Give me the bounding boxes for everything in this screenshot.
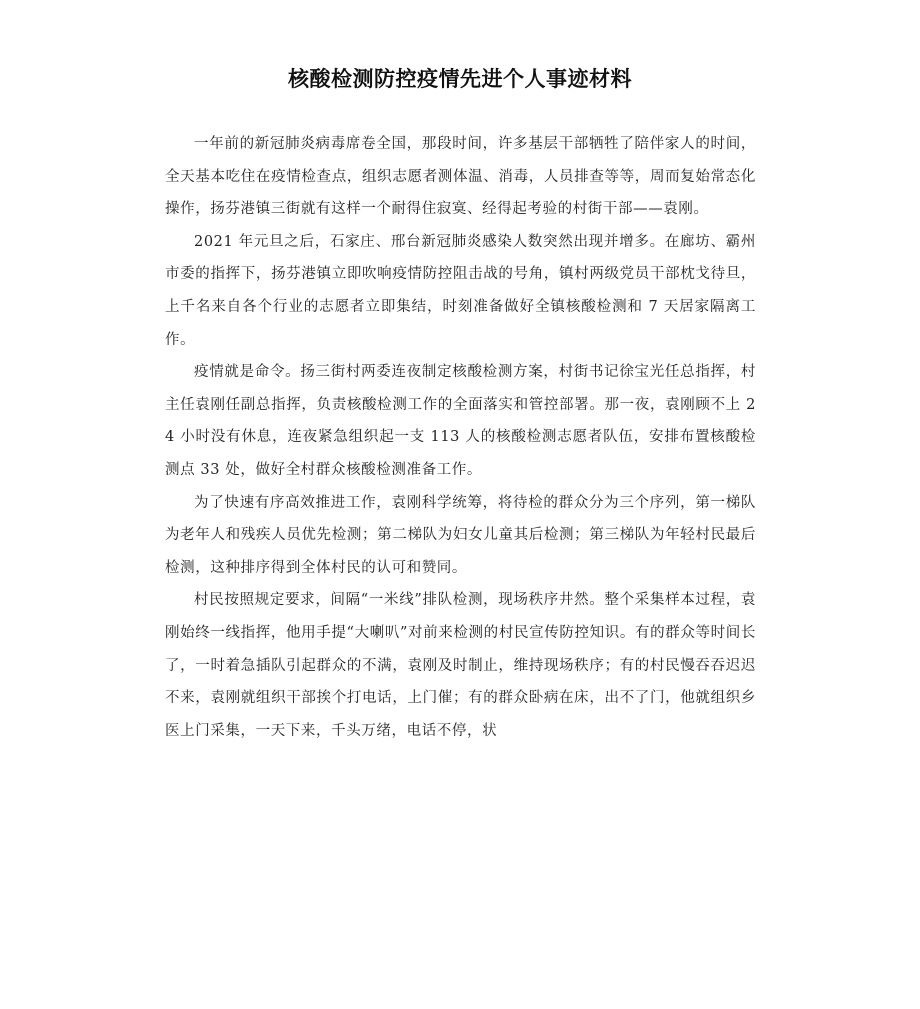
- paragraph-2: 2021 年元旦之后，石家庄、邢台新冠肺炎感染人数突然出现并增多。在廊坊、霸州市委的指挥下，扬芬港镇立即吹响疫情防控阻击战的号角，镇村两级党员干部枕戈待旦，上千名来自各个行业的志愿者立即集结，时刻准备做好全镇核酸检测和 7 天居家隔离工作。: [165, 233, 756, 348]
- paragraph-4: 为了快速有序高效推进工作，袁刚科学统筹，将待检的群众分为三个序列，第一梯队为老年人和残疾人员优先检测；第二梯队为妇女儿童其后检测；第三梯队为年轻村民最后检测，这种排序得到全体村民的认可和赞同。: [165, 494, 756, 576]
- document-body: [165, 128, 756, 747]
- paragraph-5: 村民按照规定要求，间隔“一米线”排队检测，现场秩序井然。整个采集样本过程，袁刚始终一线指挥，他用手提“大喇叭”对前来检测的村民宣传防控知识。有的群众等时间长了，一时着急插队引起群众的不满，袁刚及时制止，维持现场秩序；有的村民慢吞吞迟迟不来，袁刚就组织干部挨个打电话，上门催；有的群众卧病在床，出不了门，他就组织乡医上门采集，一天下来，千头万绪，电话不停，状: [165, 592, 756, 739]
- document-title: 核酸检测防控疫情先进个人事迹材料: [288, 67, 632, 91]
- paragraph-1: 一年前的新冠肺炎病毒席卷全国，那段时间，许多基层干部牺牲了陪伴家人的时间，全天基本吃住在疫情检查点，组织志愿者测体温、消毒，人员排查等等，周而复始常态化操作，扬芬港镇三街就有这样一个耐得住寂寞、经得起考验的村街干部——袁刚。: [165, 136, 756, 218]
- paragraph-3: 疫情就是命令。扬三街村两委连夜制定核酸检测方案，村街书记徐宝光任总指挥，村主任袁刚任副总指挥，负责核酸检测工作的全面落实和管控部署。那一夜，袁刚顾不上 24 小时没有休息，连夜紧急组织起一支 113 人的核酸检测志愿者队伍，安排布置核酸检测点 33 处，做好全村群众核酸检测准备工作。: [165, 364, 756, 478]
